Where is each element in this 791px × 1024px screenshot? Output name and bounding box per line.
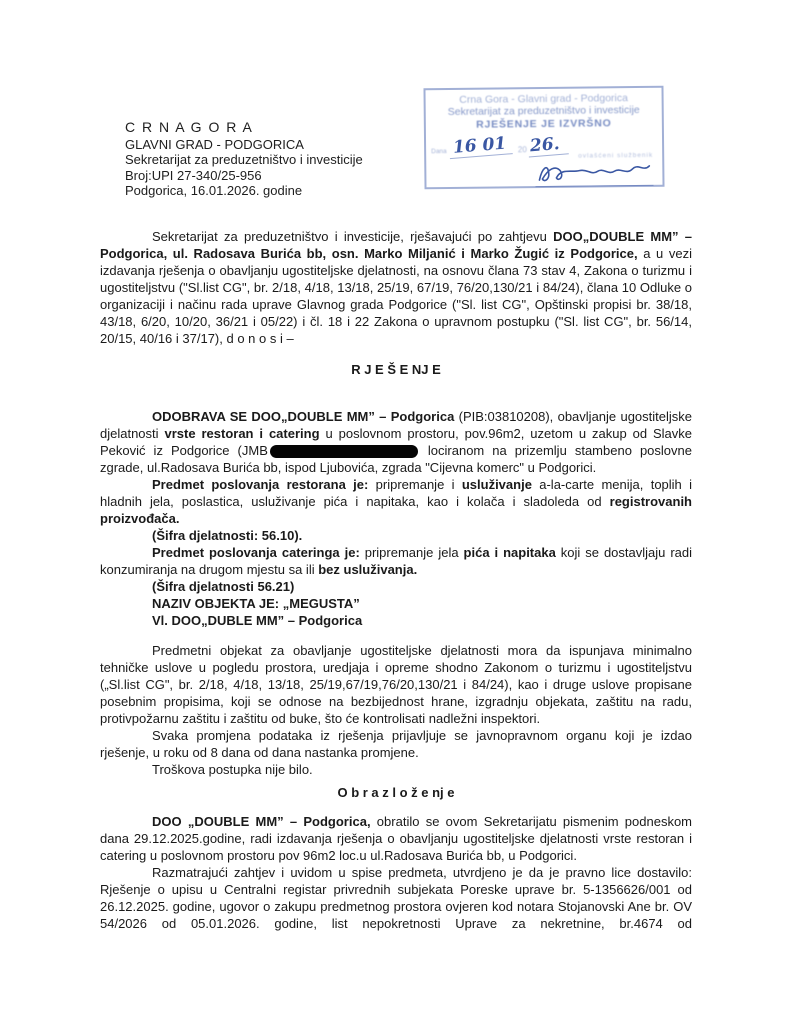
text-segment: (PIB:03810208), obavljanje ugostiteljske djelatnosti bbox=[100, 409, 692, 441]
stamp-handwritten-day-month: 16 01 bbox=[448, 135, 513, 159]
handwritten-signature-icon bbox=[535, 159, 653, 186]
text-segment: Razmatrajući zahtjev i uvidom u spise predmeta, utvrdjeno je da je pravno lice dostavilo: Rješenje o upisu u Centralni registar privrednih subjekata Poreske uprave br. 5-1356626/001 od 26.12.2025. godine, ugovor o zakupu predmetnog prostora ovjeren kod notara Stojanovski Ane br. OV 54/2026 od 05.01.2026. godine, list nepokretnosti Uprave za nekretnine, br.4674 od bbox=[100, 865, 692, 931]
paragraph-promjena: Svaka promjena podataka iz rješenja prijavljuje se javnopravnom organu koji je izdao rješenje, u roku od 8 dana od dana nastanka promjene. bbox=[100, 728, 692, 760]
document-body bbox=[100, 228, 692, 932]
text-segment: pripremanje i bbox=[368, 477, 462, 492]
paragraph-uslovi bbox=[100, 642, 692, 727]
text-segment: vrste restoran i catering bbox=[164, 426, 326, 441]
text-segment: a-la-carte menija, toplih i hladnih jela, poslastica, usluživanje pića i napitaka, kao i kolača i sladoleda od bbox=[100, 477, 692, 509]
stamp-printed-year-prefix: 20 bbox=[517, 145, 527, 155]
text-segment: registrovanih proizvođača. bbox=[100, 494, 692, 526]
text-segment: lociranom na prizemlju stambeno poslovne zgrade, ul.Radosava Burića bb, ispod Ljubovića, zgrada "Cijevna komerc" u Podgorici. bbox=[100, 443, 692, 475]
text-segment: Predmet poslovanja restorana je: bbox=[152, 477, 369, 492]
text-segment: Predmet poslovanja cateringa je: bbox=[152, 545, 360, 560]
paragraph-odobrava bbox=[100, 408, 692, 476]
letterhead-city: GLAVNI GRAD - PODGORICA bbox=[125, 136, 304, 152]
resolution-title: R J E Š E NJ E bbox=[351, 362, 441, 377]
text-segment: usluživanje bbox=[461, 477, 532, 492]
paragraph-obrazlozenje-1 bbox=[100, 813, 692, 864]
text-segment: pripremanje jela bbox=[359, 545, 464, 560]
signature-line bbox=[535, 159, 653, 187]
text-segment: Predmetni objekat za obavljanje ugostiteljske djelatnosti mora da ispunjava minimalno tehničke uslove u pogledu prostora, uredjaja i opreme shodno Zakonom o turizmu i ugostiteljstvu („Sl.list CG", br. 2/18, 4/18, 13/18, 25/19,67/19,76/20,130/21 i 84/24), kao i druge uslove propisane posebnim propisima, koji se odnose na bezbijednost hrane, izgradnju objekata, zaštitu na radu, protivpožarnu zaštitu i zaštitu od buke, što će kontrolisati nadležni inspektori. bbox=[100, 643, 692, 726]
paragraph-troskovi: Troškova postupka nije bilo. bbox=[152, 762, 313, 777]
line-sifra-restoran: (Šifra djelatnosti: 56.10). bbox=[152, 528, 303, 543]
letterhead bbox=[125, 120, 363, 199]
paragraph-intro bbox=[100, 228, 692, 347]
text-segment: obratilo se ovom Sekretarijatu pismenim podneskom dana 29.12.2025.godine, radi izdavanja rješenja o obavljanju ugostiteljske djelatnosti vrste restoran i catering u poslovnom prostoru pov 96m2 loc.u ul.Radosava Burića bb, u Podgorici. bbox=[100, 814, 693, 863]
paragraph-obrazlozenje-2 bbox=[100, 864, 692, 932]
stamp-secretariat-line: Sekretarijat za preduzetništvo i investicije bbox=[447, 103, 640, 119]
text-segment: ODOBRAVA SE DOO„DOUBLE MM” – Podgorica bbox=[152, 409, 459, 424]
paragraph-restoran bbox=[100, 476, 692, 527]
redaction-bar bbox=[270, 445, 418, 458]
paragraph-catering bbox=[100, 544, 692, 578]
text-segment: a u vezi izdavanja rješenja o obavljanju ugostiteljske djelatnosti, na osnovu člana 73 stav 4, Zakona o turizmu i ugostiteljstvu ("Sl.list CG", br. 2/18, 4/18, 13/18, 25/19, 67/19, 76/20,130/21 i 84/24), člana 10 Odluke o organizaciji i načinu rada uprave Glavnog grada Podgorice ("Sl. list CG", Opštinski propisi br. 38/18, 43/18, 6/20, 10/20, 36/21 i 05/22) i čl. 18 i 22 Zakona o upravnom postupku ("Sl. list CG", br. 56/14, 20/15, 40/16 i 37/17), bbox=[100, 246, 692, 346]
text-segment: DOO „DOUBLE MM” – Podgorica, bbox=[152, 814, 371, 829]
stamp-status-line: RJEŠENJE JE IZVRŠNO bbox=[476, 117, 612, 131]
letterhead-case-number: Broj:UPI 27-340/25-956 bbox=[125, 167, 262, 183]
execution-stamp bbox=[423, 86, 664, 190]
text-segment: DOO„DOUBLE MM” – Podgorica, ul. Radosava Burića bb, osn. Marko Miljanić i Marko Žugić iz Podgorice, bbox=[100, 229, 692, 261]
text-segment: Sekretarijat za preduzetništvo i investicije, rješavajući po zahtjevu bbox=[152, 229, 554, 244]
text-segment: d o n o s i – bbox=[226, 331, 294, 346]
text-segment: pića i napitaka bbox=[463, 545, 556, 560]
line-owner: Vl. DOO„DUBLE MM” – Podgorica bbox=[152, 613, 363, 628]
letterhead-country: C R N A G O R A bbox=[125, 119, 254, 135]
text-segment: koji se dostavljaju radi konzumiranja na drugom mjestu sa ili bbox=[100, 545, 693, 577]
stamp-date-label: Dana bbox=[431, 148, 447, 156]
text-segment: u poslovnom prostoru, pov.96m2, uzetom u zakup od Slavke Peković iz Podgorice (JMB bbox=[100, 426, 693, 458]
stamp-officer-caption: ovlašćeni službenik bbox=[578, 151, 654, 160]
text-segment: bez usluživanja. bbox=[318, 562, 418, 577]
explanation-title: O b r a z l o ž e nj e bbox=[337, 785, 455, 800]
line-object-name: NAZIV OBJEKTA JE: „MEGUSTA” bbox=[152, 596, 360, 611]
stamp-handwritten-year: 26. bbox=[527, 135, 568, 157]
letterhead-secretariat: Sekretarijat za preduzetništvo i investicije bbox=[125, 152, 363, 168]
letterhead-place-date: Podgorica, 16.01.2026. godine bbox=[125, 183, 303, 199]
stamp-org-line: Crna Gora - Glavni grad - Podgorica bbox=[459, 92, 628, 106]
line-sifra-catering: (Šifra djelatnosti 56.21) bbox=[152, 579, 295, 594]
